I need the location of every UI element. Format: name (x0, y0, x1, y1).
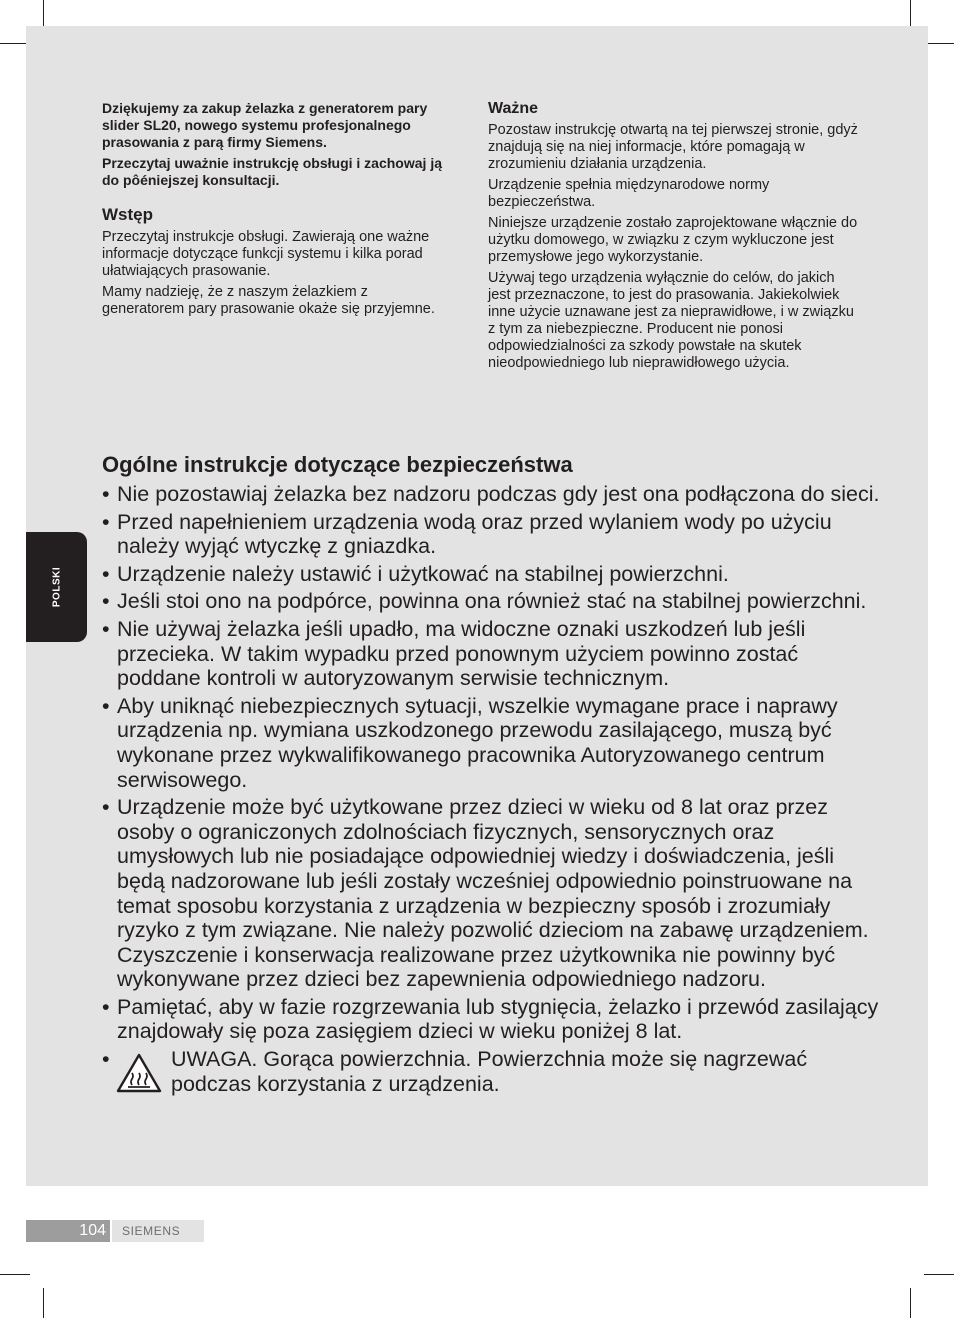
warning-text: UWAGA. Gorąca powierzchnia. Powierzchnia może się nagrzewać podczas korzystania z urządzenia. (171, 1047, 808, 1096)
list-item: • Jeśli stoi ono na podpórce, powinna ona również stać na stabilnej powierzchni. (102, 589, 882, 614)
intro-text: Dziękujemy za zakup żelazka z generatorem pary slider SL20, nowego systemu profesjonalnego prasowania z parą firmy Siemens. (102, 100, 428, 150)
section-heading-important: Ważne (488, 100, 539, 117)
list-item: • Aby uniknąć niebezpiecznych sytuacji, wszelkie wymagane prace i naprawy urządzenia np. wymiana uszkodzonego przewodu zasilającego, muszą być wykonane przez wykwalifikowanego pracownika Autoryzowanego centrum serwisowego. (102, 694, 882, 792)
list-item: • Urządzenie może być użytkowane przez dzieci w wieku od 8 lat oraz przez osoby o ograniczonych zdolnościach fizycznych, sensorycznych oraz umysłowych lub nie posiadające odpowiedniej wiedzy i doświadczenia, jeśli będą nadzorowane lub jeśli zostały wcześniej odpowiednio poinstruowane na temat sposobu korzystania z urządzenia w bezpieczny sposób i zrozumiały ryzyko z tym związane. Nie należy pozwolić dzieciom na zabawę urządzeniem. Czyszczenie i konserwacja realizowane przez użytkownika nie powinny być wykonywane przez dzieci bez zapewnienia odpowiedniego nadzoru. (102, 795, 882, 992)
crop-mark (924, 43, 954, 44)
list-item: • Przed napełnieniem urządzenia wodą oraz przed wylaniem wody po użyciu należy wyjąć wtyczkę z gniazdka. (102, 510, 882, 559)
crop-mark (910, 1288, 911, 1318)
page-number: 104 (26, 1220, 110, 1242)
paragraph: Urządzenie spełnia międzynarodowe normy bezpieczeństwa. (488, 177, 770, 210)
list-item: • Urządzenie należy ustawić i użytkować na stabilnej powierzchni. (102, 562, 882, 587)
safety-list (102, 482, 882, 1096)
safety-title: Ogólne instrukcje dotyczące bezpieczeństwa (102, 452, 573, 477)
paragraph: Pozostaw instrukcję otwartą na tej pierwszej stronie, gdyż znajdują się na niej informacje, które pomagają w zrozumieniu działania urządzenia. (488, 122, 858, 172)
paragraph: Używaj tego urządzenia wyłącznie do celów, do jakich jest przeznaczone, to jest do prasowania. Jakiekolwiek inne użycie uznawane jest za nieprawidłowe, i w związku z tym za niebezpieczne. Producent nie ponosi odpowiedzialności za szkody powstałe na skutek nieodpowiedniego lub nieprawidłowego użycia. (488, 270, 854, 371)
paragraph: Niniejsze urządzenie zostało zaprojektowane włącznie do użytku domowego, w związku z czym wykluczone jest przemysłowe jego wykorzystanie. (488, 215, 858, 265)
language-tab (26, 532, 87, 642)
safety-section (102, 452, 882, 1099)
paragraph: Przeczytaj instrukcje obsługi. Zawierają one ważne informacje dotyczące funkcji systemu i kilka porad ułatwiających prasowanie. (102, 229, 430, 279)
brand-label: SIEMENS (112, 1220, 204, 1242)
list-item: • Pamiętać, aby w fazie rozgrzewania lub stygnięcia, żelazko i przewód zasilający znajdowały się poza zasięgiem dzieci w wieku poniżej 8 lat. (102, 995, 882, 1044)
left-column (102, 100, 450, 322)
crop-mark (924, 1274, 954, 1275)
crop-mark (0, 1274, 30, 1275)
right-column (488, 100, 858, 376)
list-item: • Nie używaj żelazka jeśli upadło, ma widoczne oznaki uszkodzeń lub jeśli przecieka. W takim wypadku przed ponownym użyciem powinno zostać poddane kontroli w autoryzowanym serwisie technicznym. (102, 617, 882, 691)
section-heading-intro: Wstęp (102, 205, 153, 224)
intro-text: Przeczytaj uważnie instrukcję obsługi i zachowaj ją do pôéniejszej konsultacji. (102, 155, 442, 188)
language-tab-label: POLSKI (51, 566, 62, 608)
hot-surface-warning-icon (116, 1053, 162, 1093)
paragraph: Mamy nadzieję, że z naszym żelazkiem z generatorem pary prasowanie okaże się przyjemne. (102, 284, 435, 317)
list-item: • Nie pozostawiaj żelazka bez nadzoru podczas gdy jest ona podłączona do sieci. (102, 482, 882, 507)
crop-mark (43, 1288, 44, 1318)
list-item-warning (102, 1047, 882, 1096)
